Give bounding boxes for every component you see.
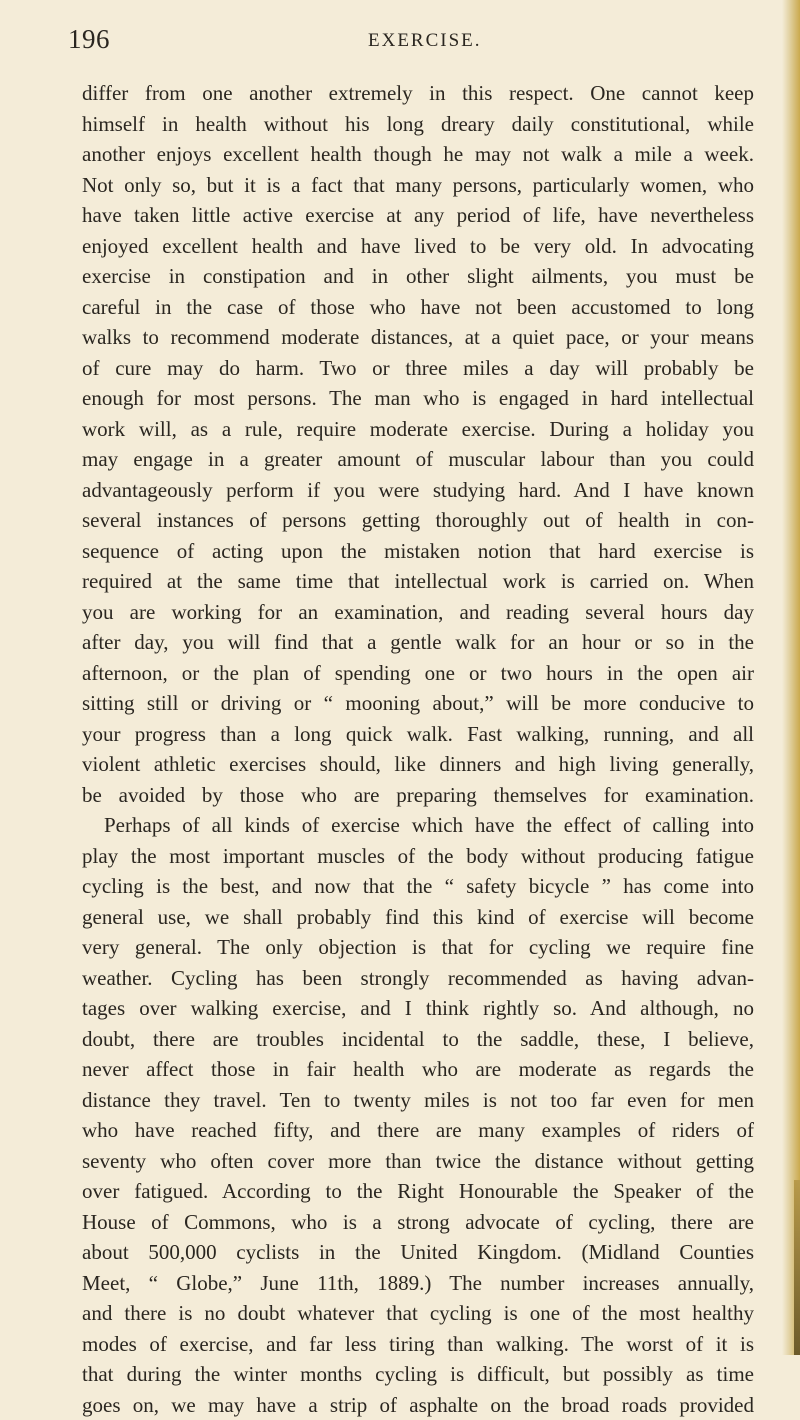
text-line: differ from one another extremely in this respect. One cannot keep — [82, 78, 754, 109]
text-line: walks to recommend moderate distances, at a quiet pace, or your means — [82, 322, 754, 353]
text-line: himself in health without his long dreary daily constitutional, while — [82, 109, 754, 140]
text-line: violent athletic exercises should, like dinners and high living generally, — [82, 749, 754, 780]
text-line: about 500,000 cyclists in the United Kingdom. (Midland Counties — [82, 1237, 754, 1268]
text-line: modes of exercise, and far less tiring than walking. The worst of it is — [82, 1329, 754, 1360]
text-line: general use, we shall probably find this kind of exercise will become — [82, 902, 754, 933]
text-line: after day, you will find that a gentle walk for an hour or so in the — [82, 627, 754, 658]
text-line: sequence of acting upon the mistaken notion that hard exercise is — [82, 536, 754, 567]
text-line: that during the winter months cycling is difficult, but possibly as time — [82, 1359, 754, 1390]
text-line: of cure may do harm. Two or three miles a day will probably be — [82, 353, 754, 384]
page-edge-binding — [794, 1180, 800, 1355]
text-line: exercise in constipation and in other slight ailments, you must be — [82, 261, 754, 292]
text-line: required at the same time that intellectual work is carried on. When — [82, 566, 754, 597]
running-head: EXERCISE. — [368, 30, 482, 52]
text-line: have taken little active exercise at any period of life, have nevertheless — [82, 200, 754, 231]
text-line: House of Commons, who is a strong advocate of cycling, there are — [82, 1207, 754, 1238]
text-line: who have reached fifty, and there are many examples of riders of — [82, 1115, 754, 1146]
page-number: 196 — [68, 24, 110, 55]
text-line: afternoon, or the plan of spending one or two hours in the open air — [82, 658, 754, 689]
text-line: sitting still or driving or “ mooning about,” will be more conducive to — [82, 688, 754, 719]
text-line: advantageously perform if you were studying hard. And I have known — [82, 475, 754, 506]
paragraph-start-line: Perhaps of all kinds of exercise which have the effect of calling into — [82, 810, 754, 841]
text-line: work will, as a rule, require moderate exercise. During a holiday you — [82, 414, 754, 445]
text-line: may engage in a greater amount of muscular labour than you could — [82, 444, 754, 475]
text-line: several instances of persons getting thoroughly out of health in con- — [82, 505, 754, 536]
text-line: enjoyed excellent health and have lived to be very old. In advocating — [82, 231, 754, 262]
text-line: tages over walking exercise, and I think rightly so. And although, no — [82, 993, 754, 1024]
text-line: distance they travel. Ten to twenty miles is not too far even for men — [82, 1085, 754, 1116]
text-line: another enjoys excellent health though he may not walk a mile a week. — [82, 139, 754, 170]
text-line: weather. Cycling has been strongly recommended as having advan- — [82, 963, 754, 994]
text-line: play the most important muscles of the body without producing fatigue — [82, 841, 754, 872]
text-line: never affect those in fair health who are moderate as regards the — [82, 1054, 754, 1085]
text-line: and there is no doubt whatever that cycling is one of the most healthy — [82, 1298, 754, 1329]
text-line: very general. The only objection is that for cycling we require fine — [82, 932, 754, 963]
page-edge-shadow — [782, 0, 800, 1355]
text-line: doubt, there are troubles incidental to the saddle, these, I believe, — [82, 1024, 754, 1055]
text-line: enough for most persons. The man who is engaged in hard intellectual — [82, 383, 754, 414]
body-text — [82, 78, 754, 1420]
text-line: seventy who often cover more than twice the distance without getting — [82, 1146, 754, 1177]
text-line: careful in the case of those who have not been accustomed to long — [82, 292, 754, 323]
text-line: Not only so, but it is a fact that many persons, particularly women, who — [82, 170, 754, 201]
text-line: be avoided by those who are preparing themselves for examination. — [82, 780, 754, 811]
text-line: Meet, “ Globe,” June 11th, 1889.) The number increases annually, — [82, 1268, 754, 1299]
text-line: goes on, we may have a strip of asphalte on the broad roads provided — [82, 1390, 754, 1420]
text-line: over fatigued. According to the Right Honourable the Speaker of the — [82, 1176, 754, 1207]
text-line: cycling is the best, and now that the “ safety bicycle ” has come into — [82, 871, 754, 902]
text-line: you are working for an examination, and reading several hours day — [82, 597, 754, 628]
page-header — [68, 24, 758, 60]
text-line: your progress than a long quick walk. Fast walking, running, and all — [82, 719, 754, 750]
